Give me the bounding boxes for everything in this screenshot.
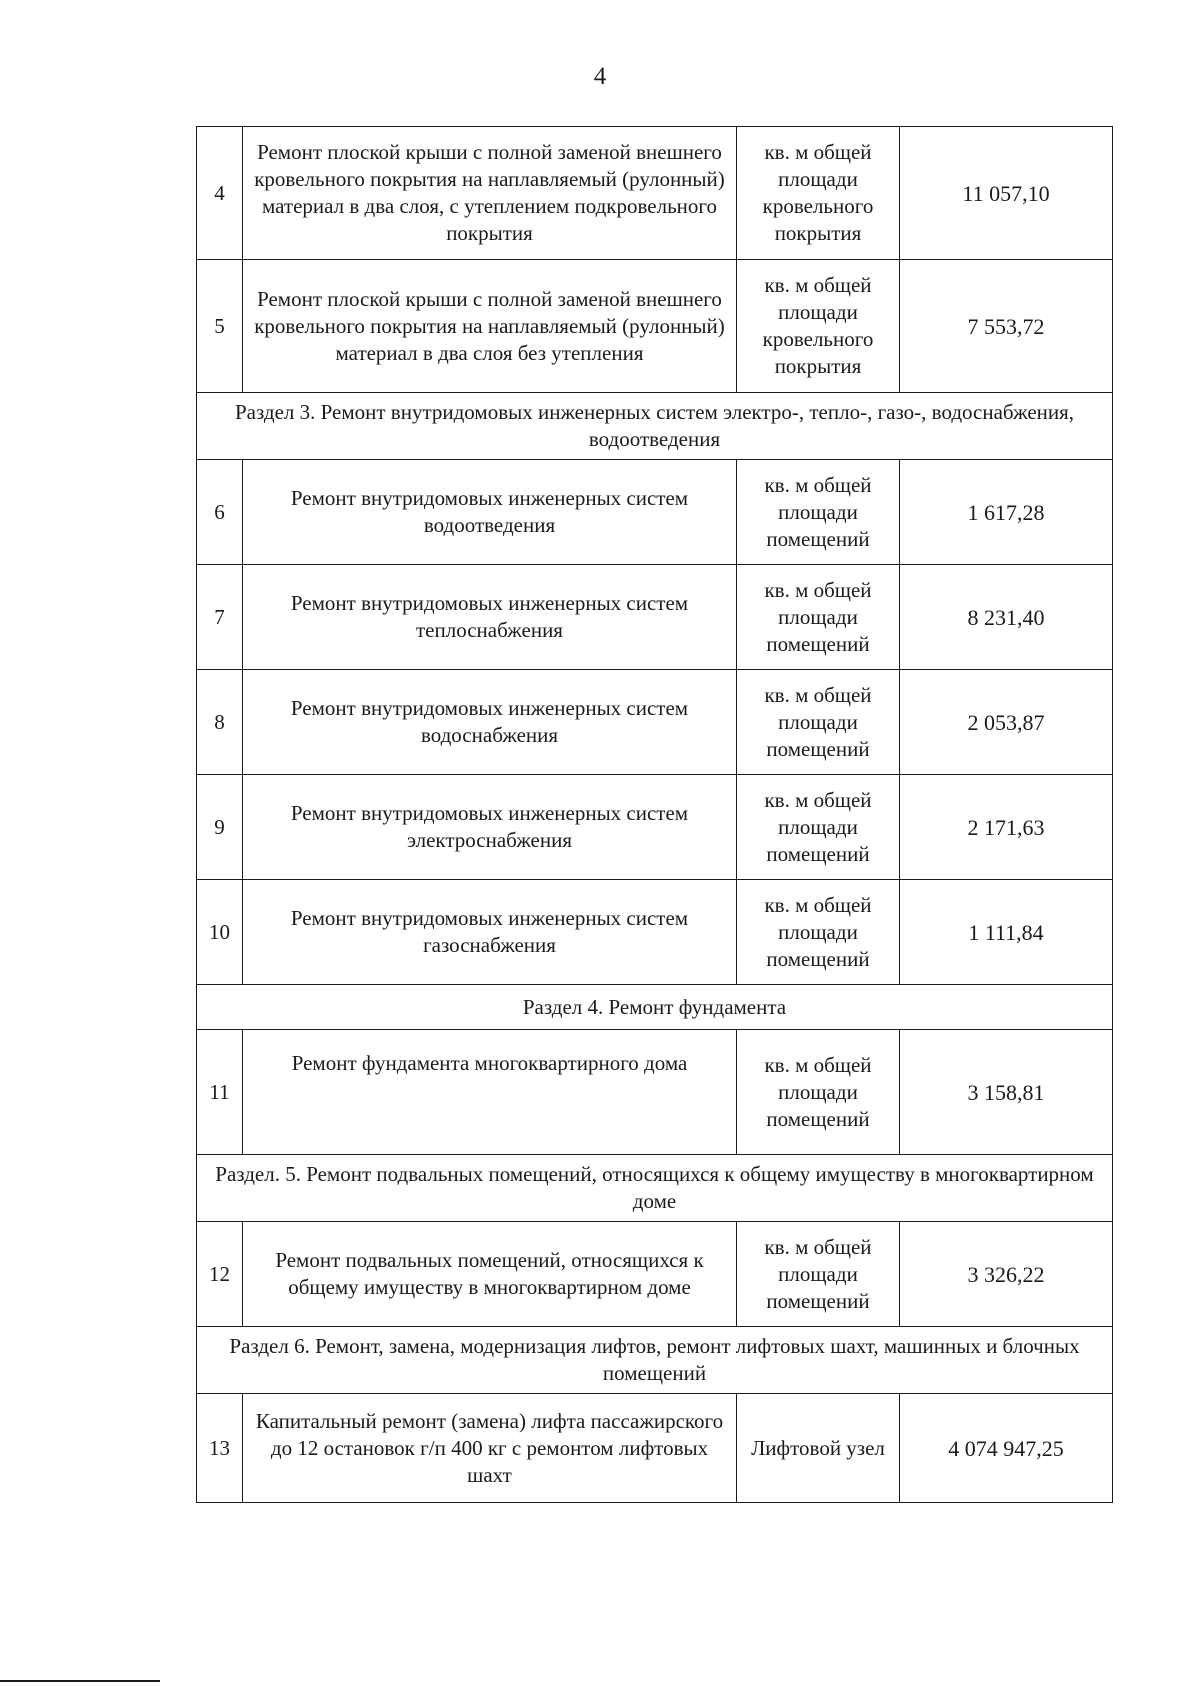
work-volume: 2 171,63 [900, 775, 1113, 880]
table-row [197, 880, 1113, 985]
row-number: 4 [197, 127, 243, 260]
table-row [197, 670, 1113, 775]
table-row [197, 565, 1113, 670]
table-row [197, 775, 1113, 880]
work-name: Ремонт внутридомовых инженерных систем газоснабжения [243, 880, 737, 985]
work-volume: 1 617,28 [900, 460, 1113, 565]
footer-rule [0, 1680, 160, 1682]
unit-of-measure: кв. м общей площади помещений [737, 775, 900, 880]
row-number: 12 [197, 1222, 243, 1327]
table-row [197, 460, 1113, 565]
unit-of-measure: кв. м общей площади помещений [737, 565, 900, 670]
unit-of-measure: кв. м общей площади помещений [737, 670, 900, 775]
work-name: Ремонт подвальных помещений, относящихся к общему имуществу в многоквартирном доме [243, 1222, 737, 1327]
page-number: 4 [593, 63, 607, 90]
row-number: 5 [197, 260, 243, 393]
work-name: Ремонт фундамента многоквартирного дома [243, 1030, 737, 1155]
section-row [197, 985, 1113, 1030]
unit-of-measure: Лифтовой узел [737, 1394, 900, 1503]
work-name: Ремонт плоской крыши с полной заменой внешнего кровельного покрытия на наплавляемый (рулонный) материал в два слоя без утепления [243, 260, 737, 393]
unit-of-measure: кв. м общей площади помещений [737, 460, 900, 565]
row-number: 10 [197, 880, 243, 985]
work-volume: 3 158,81 [900, 1030, 1113, 1155]
row-number: 9 [197, 775, 243, 880]
section-title: Раздел 3. Ремонт внутридомовых инженерных систем электро-, тепло-, газо-, водоснабжения, водоотведения [197, 393, 1113, 460]
table-row [197, 1030, 1113, 1155]
table-row [197, 260, 1113, 393]
table-row [197, 127, 1113, 260]
section-title: Раздел. 5. Ремонт подвальных помещений, относящихся к общему имуществу в многоквартирном доме [197, 1155, 1113, 1222]
work-volume: 7 553,72 [900, 260, 1113, 393]
section-title: Раздел 6. Ремонт, замена, модернизация лифтов, ремонт лифтовых шахт, машинных и блочных помещений [197, 1327, 1113, 1394]
work-name: Ремонт плоской крыши с полной заменой внешнего кровельного покрытия на наплавляемый (рулонный) материал в два слоя, с утеплением подкровельного покрытия [243, 127, 737, 260]
work-name: Ремонт внутридомовых инженерных систем электроснабжения [243, 775, 737, 880]
work-volume: 4 074 947,25 [900, 1394, 1113, 1503]
unit-of-measure: кв. м общей площади помещений [737, 1222, 900, 1327]
row-number: 13 [197, 1394, 243, 1503]
row-number: 8 [197, 670, 243, 775]
work-volume: 8 231,40 [900, 565, 1113, 670]
work-name: Ремонт внутридомовых инженерных систем водоотведения [243, 460, 737, 565]
work-volume: 11 057,10 [900, 127, 1113, 260]
row-number: 11 [197, 1030, 243, 1155]
work-volume: 3 326,22 [900, 1222, 1113, 1327]
unit-of-measure: кв. м общей площади помещений [737, 1030, 900, 1155]
work-name: Капитальный ремонт (замена) лифта пассажирского до 12 остановок г/п 400 кг с ремонтом лифтовых шахт [243, 1394, 737, 1503]
section-row [197, 1155, 1113, 1222]
section-title: Раздел 4. Ремонт фундамента [197, 985, 1113, 1030]
row-number: 7 [197, 565, 243, 670]
work-volume: 2 053,87 [900, 670, 1113, 775]
work-name: Ремонт внутридомовых инженерных систем водоснабжения [243, 670, 737, 775]
unit-of-measure: кв. м общей площади кровельного покрытия [737, 127, 900, 260]
works-table [196, 126, 1113, 1503]
table-row [197, 1222, 1113, 1327]
unit-of-measure: кв. м общей площади кровельного покрытия [737, 260, 900, 393]
table-row [197, 1394, 1113, 1503]
section-row [197, 393, 1113, 460]
unit-of-measure: кв. м общей площади помещений [737, 880, 900, 985]
work-name: Ремонт внутридомовых инженерных систем теплоснабжения [243, 565, 737, 670]
row-number: 6 [197, 460, 243, 565]
section-row [197, 1327, 1113, 1394]
work-volume: 1 111,84 [900, 880, 1113, 985]
